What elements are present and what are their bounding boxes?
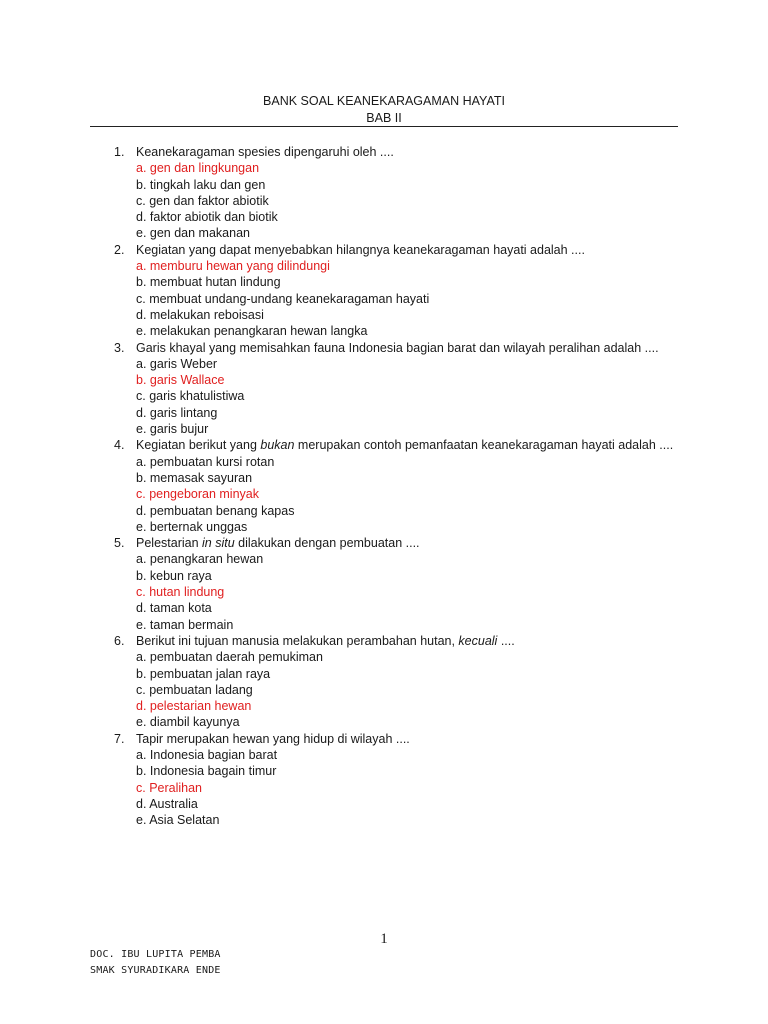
answer-option-correct: a. memburu hewan yang dilindungi bbox=[136, 259, 330, 274]
question-emphasis: in situ bbox=[202, 536, 235, 551]
answer-option: b. membuat hutan lindung bbox=[136, 275, 281, 290]
answer-option: d. melakukan reboisasi bbox=[136, 307, 264, 322]
document-title: BANK SOAL KEANEKARAGAMAN HAYATI bbox=[263, 94, 505, 108]
answer-option: b. kebun raya bbox=[136, 568, 212, 583]
answer-option: b. Indonesia bagain timur bbox=[136, 764, 277, 779]
chapter-label: BAB II bbox=[366, 111, 402, 125]
question-list bbox=[0, 144, 768, 828]
answer-option: d. garis lintang bbox=[136, 405, 218, 420]
answer-option: b. memasak sayuran bbox=[136, 470, 253, 485]
question-item bbox=[0, 242, 676, 340]
question-text bbox=[136, 437, 676, 453]
question-text-part: dilakukan dengan pembuatan .... bbox=[234, 536, 420, 551]
question-emphasis: bukan bbox=[260, 438, 295, 453]
question-text-part: Keanekaragaman spesies dipengaruhi oleh .... bbox=[136, 145, 394, 159]
answer-option: a. pembuatan kursi rotan bbox=[136, 454, 275, 469]
answer-option: d. Australia bbox=[136, 796, 198, 811]
question-text bbox=[136, 535, 676, 551]
question-text bbox=[136, 340, 676, 356]
answer-option: d. faktor abiotik dan biotik bbox=[136, 210, 278, 225]
answer-option: e. melakukan penangkaran hewan langka bbox=[136, 324, 368, 339]
question-text-part: Pelestarian bbox=[136, 536, 203, 551]
question-text-part: Tapir merupakan hewan yang hidup di wilayah .... bbox=[136, 731, 410, 746]
question-text-part: Kegiatan berikut yang bbox=[136, 438, 261, 453]
question-number: 7. bbox=[114, 731, 125, 746]
answer-option-correct: c. pengeboran minyak bbox=[136, 487, 259, 502]
answer-option: e. berternak unggas bbox=[136, 519, 248, 534]
footer-school: SMAK SYURADIKARA ENDE bbox=[90, 965, 221, 976]
answer-option-correct: b. garis Wallace bbox=[136, 373, 225, 388]
question-text bbox=[136, 144, 676, 160]
question-item bbox=[0, 535, 676, 633]
answer-option: c. garis khatulistiwa bbox=[136, 389, 245, 404]
question-number: 4. bbox=[114, 438, 125, 453]
question-number: 1. bbox=[114, 145, 125, 159]
header-rule bbox=[90, 126, 678, 127]
question-number: 6. bbox=[114, 633, 125, 648]
answer-option: d. pembuatan benang kapas bbox=[136, 503, 295, 518]
question-text bbox=[136, 731, 676, 747]
question-item bbox=[0, 144, 676, 242]
answer-option: d. taman kota bbox=[136, 601, 212, 616]
question-text-part: Berikut ini tujuan manusia melakukan perambahan hutan, bbox=[136, 633, 459, 648]
answer-option: c. membuat undang-undang keanekaragaman hayati bbox=[136, 291, 430, 306]
question-item bbox=[0, 437, 676, 535]
question-item bbox=[0, 633, 676, 731]
question-number: 2. bbox=[114, 242, 125, 257]
answer-option-correct: c. hutan lindung bbox=[136, 585, 225, 600]
answer-option: e. gen dan makanan bbox=[136, 226, 250, 241]
answer-option: e. taman bermain bbox=[136, 617, 234, 632]
answer-option: e. garis bujur bbox=[136, 422, 209, 437]
answer-option-correct: d. pelestarian hewan bbox=[136, 699, 252, 714]
answer-option: a. garis Weber bbox=[136, 356, 218, 371]
question-text-part: .... bbox=[497, 633, 515, 648]
question-number: 5. bbox=[114, 536, 125, 551]
answer-option-correct: a. gen dan lingkungan bbox=[136, 161, 260, 176]
answer-option: e. diambil kayunya bbox=[136, 715, 240, 730]
answer-option: b. pembuatan jalan raya bbox=[136, 666, 271, 681]
answer-option: a. pembuatan daerah pemukiman bbox=[136, 650, 323, 665]
question-text bbox=[136, 242, 676, 258]
question-text-part: merupakan contoh pemanfaatan keanekaragaman hayati adalah .... bbox=[294, 438, 674, 453]
question-number: 3. bbox=[114, 340, 125, 355]
question-text-part: Kegiatan yang dapat menyebabkan hilangnya keanekaragaman hayati adalah .... bbox=[136, 242, 585, 257]
answer-option: b. tingkah laku dan gen bbox=[136, 177, 266, 192]
question-text-part: Garis khayal yang memisahkan fauna Indonesia bagian barat dan wilayah peralihan adalah .... bbox=[136, 340, 659, 355]
answer-option: e. Asia Selatan bbox=[136, 813, 220, 828]
answer-option: a. penangkaran hewan bbox=[136, 552, 264, 567]
answer-option: a. Indonesia bagian barat bbox=[136, 747, 278, 762]
question-item bbox=[0, 731, 676, 829]
answer-option: c. gen dan faktor abiotik bbox=[136, 193, 269, 208]
footer-author: DOC. IBU LUPITA PEMBA bbox=[90, 949, 221, 960]
question-item bbox=[0, 340, 676, 438]
question-text bbox=[136, 633, 676, 649]
question-emphasis: kecuali bbox=[458, 633, 498, 648]
page-number: 1 bbox=[380, 931, 388, 947]
answer-option-correct: c. Peralihan bbox=[136, 780, 203, 795]
answer-option: c. pembuatan ladang bbox=[136, 682, 253, 697]
